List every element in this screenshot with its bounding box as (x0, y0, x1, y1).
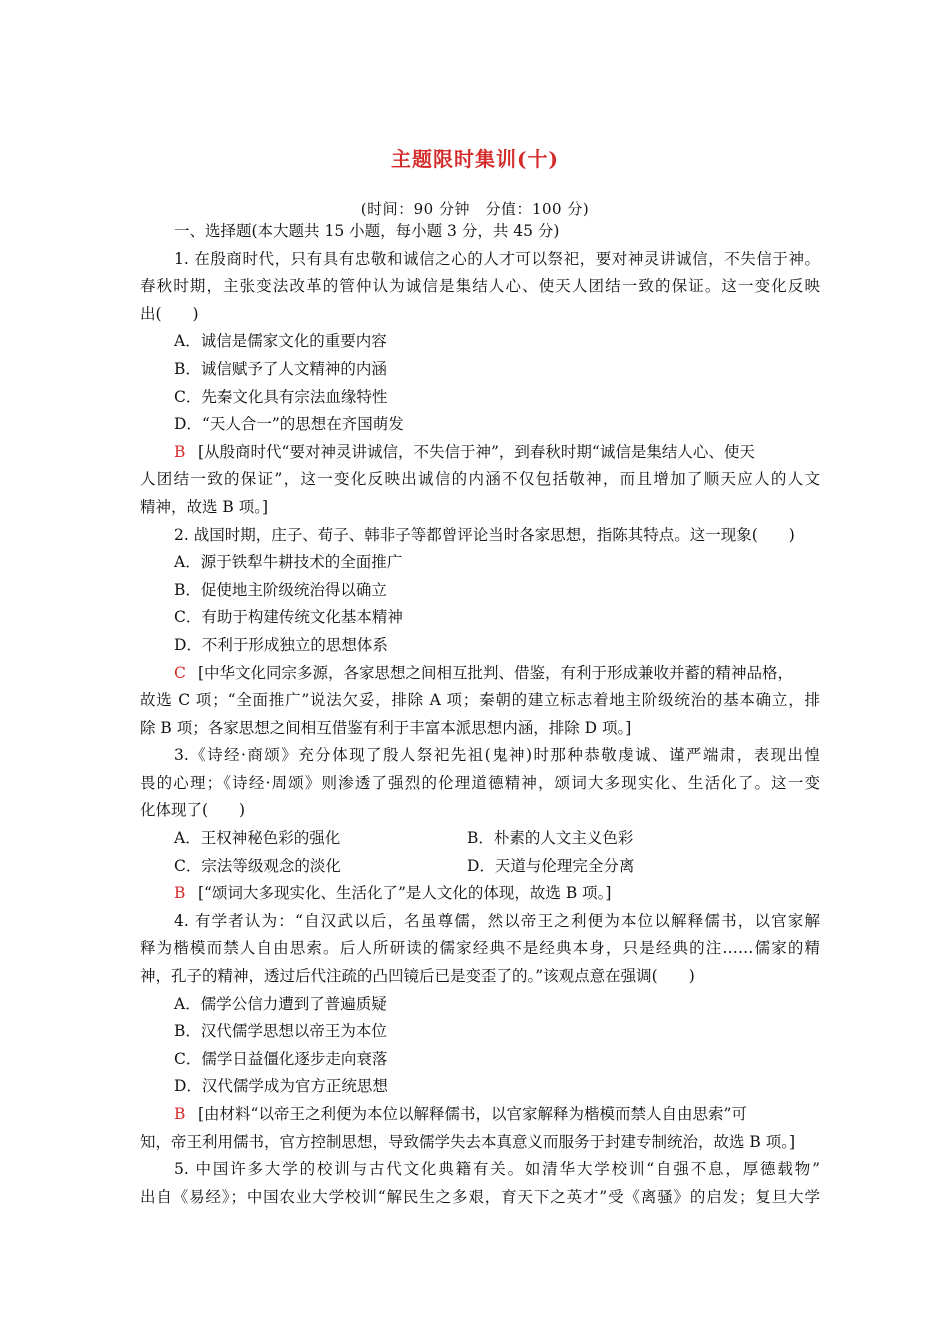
q2-option-b: B．促使地主阶级统治得以确立 (174, 580, 387, 599)
q1-stem-line: 春秋时期，主张变法改革的管仲认为诚信是集结人心、使天人团结一致的保证。这一变化反映 (140, 277, 820, 296)
q3-answer: B (174, 884, 186, 903)
q1-stem-line: 1. 在殷商时代，只有具有忠敬和诚信之心的人才可以祭祀，要对神灵讲诚信，不失信于神。 (174, 249, 820, 268)
q2-option-a: A．源于铁犁牛耕技术的全面推广 (174, 553, 403, 572)
q3-stem-line: 畏的心理；《诗经·周颂》则渗透了强烈的伦理道德精神，颂词大多现实化、生活化了。这一变 (140, 773, 820, 792)
page-title: 主题限时集训(十) (391, 147, 559, 171)
section-heading: 一、选择题(本大题共 15 小题，每小题 3 分，共 45 分) (174, 222, 560, 240)
q3-explanation-line (140, 880, 820, 908)
q2-option-d: D．不利于形成独立的思想体系 (174, 635, 388, 654)
q2-explanation-text: [中华文化同宗多源，各家思想之间相互批判、借鉴，有利于形成兼收并蓄的精神品格， (198, 663, 794, 682)
q4-explanation-line: 知，帝王利用儒书，官方控制思想，导致儒学失去本真意义而服务于封建专制统治，故选 B 项。] (140, 1132, 796, 1151)
q4-option-c: C．儒学日益僵化逐步走向衰落 (174, 1049, 388, 1068)
q4-explanation-text: [由材料“以帝王之利便为本位以解释儒书，以官家解释为楷模而禁人自由思索”可 (198, 1105, 747, 1123)
exam-meta: (时间：90 分钟 分值：100 分) (360, 200, 590, 218)
q1-option-b: B．诚信赋予了人文精神的内涵 (174, 359, 387, 378)
q5-stem-line: 5. 中国许多大学的校训与古代文化典籍有关。如清华大学校训“自强不息，厚德载物” (174, 1160, 820, 1179)
q3-option-b: B．朴素的人文主义色彩 (467, 829, 634, 848)
q4-stem-line: 4. 有学者认为：“自汉武以后，名虽尊儒，然以帝王之利便为本位以解释儒书，以官家解 (174, 911, 820, 930)
q3-option-d: D．天道与伦理完全分离 (467, 856, 635, 875)
q4-option-a: A．儒学公信力遭到了普遍质疑 (174, 994, 387, 1013)
q4-stem-line: 释为楷模而禁人自由思索。后人所研读的儒家经典不是经典本身，只是经典的注……儒家的精 (140, 939, 820, 958)
q5-stem-line: 出自《易经》；中国农业大学校训“解民生之多艰，育天下之英才”受《离骚》的启发；复旦大学 (140, 1187, 820, 1206)
q2-option-c: C．有助于构建传统文化基本精神 (174, 608, 403, 627)
q3-option-row (140, 825, 820, 853)
q1-option-d: D．“天人合一”的思想在齐国萌发 (174, 415, 404, 434)
q2-stem-line: 2. 战国时期，庄子、荀子、韩非子等都曾评论当时各家思想，指陈其特点。这一现象( ) (174, 525, 795, 544)
q4-option-d: D．汉代儒学成为官方正统思想 (174, 1077, 388, 1096)
q1-stem-line: 出( ) (140, 304, 199, 323)
q4-stem-line: 神，孔子的精神，透过后代注疏的凸凹镜后已是变歪了的。”该观点意在强调( ) (140, 967, 695, 986)
q1-explanation-text: [从殷商时代“要对神灵讲诚信，不失信于神”，到春秋时期“诚信是集结人心、使天 (198, 442, 755, 461)
q1-explanation-line: 精神，故选 B 项。] (140, 497, 269, 516)
q4-answer: B (174, 1105, 186, 1123)
q3-option-c: C．宗法等级观念的淡化 (174, 856, 341, 875)
q3-stem-line: 化体现了( ) (140, 801, 246, 820)
q1-explanation-line (140, 439, 820, 467)
q1-answer: B (174, 442, 186, 461)
q4-explanation-line (140, 1101, 820, 1129)
q2-answer: C (174, 663, 186, 682)
document-body (140, 218, 820, 1211)
q1-explanation-line: 人团结一致的保证”，这一变化反映出诚信的内涵不仅包括敬神，而且增加了顺天应人的人文 (140, 470, 820, 489)
q1-option-a: A．诚信是儒家文化的重要内容 (174, 332, 387, 351)
q2-explanation-line: 除 B 项；各家思想之间相互借鉴有利于丰富本派思想内涵，排除 D 项。] (140, 718, 632, 737)
q3-option-row (140, 853, 820, 881)
q2-explanation-line (140, 660, 820, 688)
q3-explanation-text: [“颂词大多现实化、生活化了”是人文化的体现，故选 B 项。] (198, 884, 612, 903)
q4-option-b: B．汉代儒学思想以帝王为本位 (174, 1022, 387, 1041)
q1-option-c: C．先秦文化具有宗法血缘特性 (174, 387, 388, 406)
q2-explanation-line: 故选 C 项；“全面推广”说法欠妥，排除 A 项；秦朝的建立标志着地主阶级统治的基本确立，排 (140, 691, 820, 710)
q3-stem-line: 3.《诗经·商颂》充分体现了殷人祭祀先祖(鬼神)时那种恭敬虔诚、谨严端肃，表现出惶 (174, 746, 821, 765)
q3-option-a: A．王权神秘色彩的强化 (174, 829, 341, 848)
